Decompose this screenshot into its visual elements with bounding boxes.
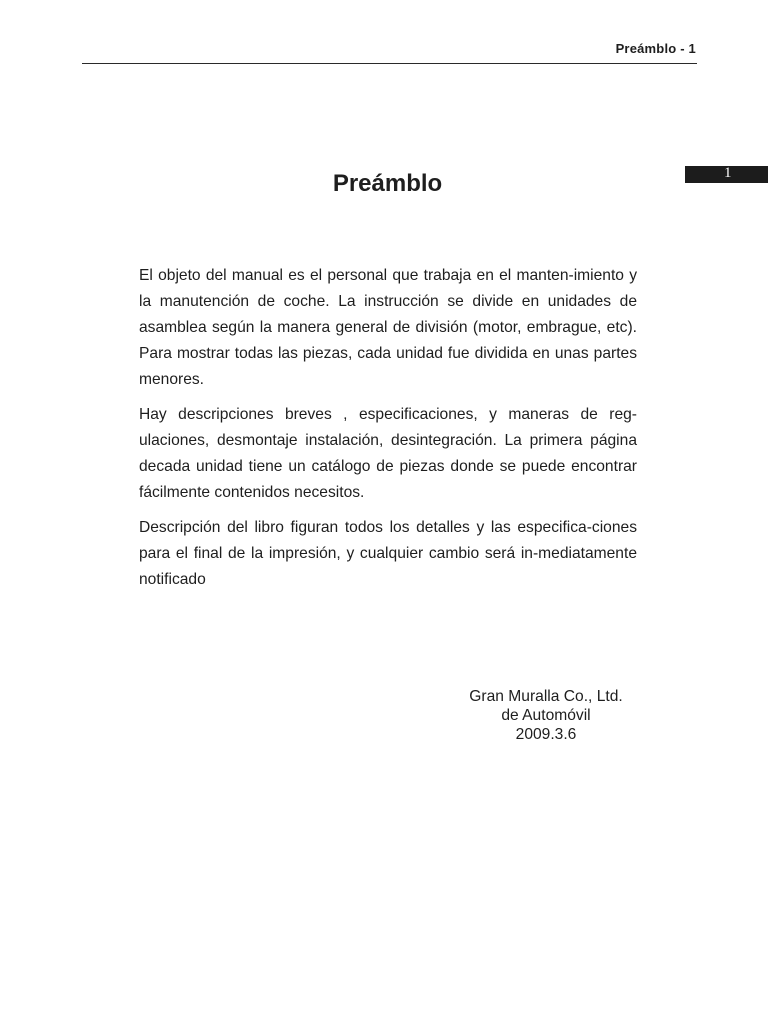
running-header: Preámblo - 1 — [615, 41, 696, 56]
body-text — [139, 263, 637, 602]
signature-company: Gran Muralla Co., Ltd. — [469, 688, 623, 705]
paragraph-2: Hay descripciones breves , especificaciones, y maneras de reg-ulaciones, desmontaje instalación, desintegración. La primera página decada unidad tiene un catálogo de piezas donde se puede encontrar fácilmente contenidos necesitos. — [139, 406, 637, 501]
signature-block — [446, 687, 646, 744]
signature-division: de Automóvil — [501, 707, 591, 724]
signature-date: 2009.3.6 — [515, 726, 577, 743]
chapter-tab-label: 1 — [724, 165, 732, 181]
paragraph-3: Descripción del libro figuran todos los detalles y las especifica-ciones para el final de la impresión, y cualquier cambio será in-mediatamente notificado — [139, 519, 637, 588]
paragraph-1: El objeto del manual es el personal que trabaja en el manten-imiento y la manutención de coche. La instrucción se divide en unidades de asamblea según la manera general de división (motor, embrague, etc). Para mostrar todas las piezas, cada unidad fue dividida en unas partes menores. — [139, 267, 637, 388]
header-rule — [82, 63, 697, 64]
page-title: Preámblo — [332, 170, 443, 197]
